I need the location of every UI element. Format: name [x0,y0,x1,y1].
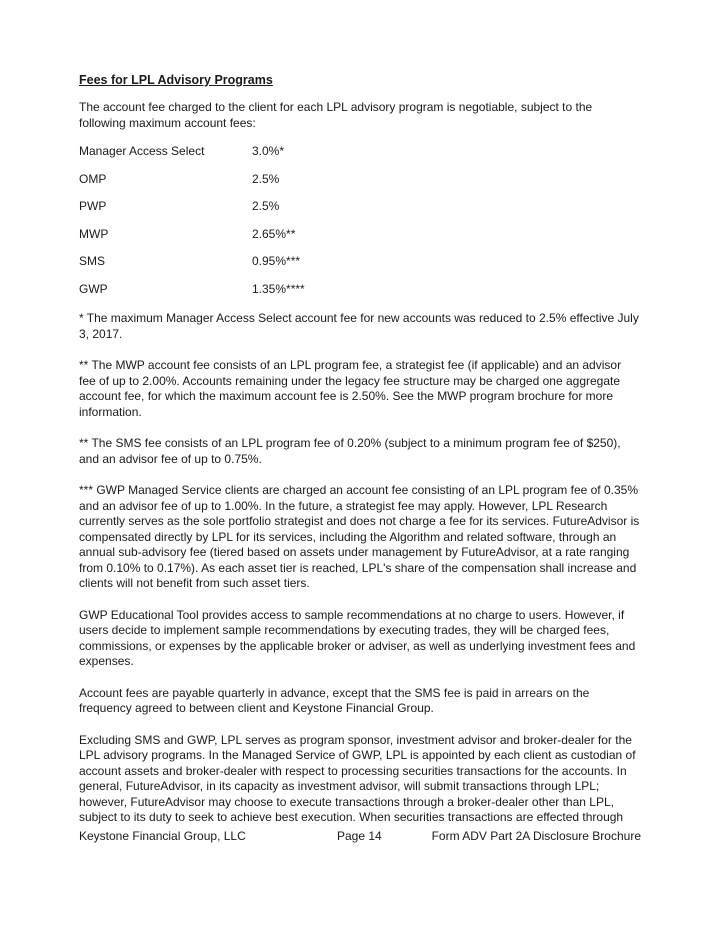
footnote-manager-access: * The maximum Manager Access Select account fee for new accounts was reduced to 2.5% effective July 3, 2017. [79,311,639,341]
fee-table [79,144,479,310]
footer-page-number: Page 14 [337,829,382,843]
intro-paragraph: The account fee charged to the client for each LPL advisory program is negotiable, subject to the following maximum account fees: [79,100,593,130]
page-footer [79,829,641,845]
footer-company: Keystone Financial Group, LLC [79,829,246,843]
paragraph-gwp-educational: GWP Educational Tool provides access to sample recommendations at no charge to users. However, if users decide to implement sample recommendations by executing trades, they will be charged fees, commissions, or expenses by the applicable broker or adviser, as well as underlying investment fees and expenses. [79,607,636,668]
document-page [79,0,641,931]
fee-row [79,227,479,255]
fee-row [79,172,479,200]
section-heading: Fees for LPL Advisory Programs [79,73,273,87]
fee-program: OMP [79,171,107,186]
fee-row [79,199,479,227]
footer-document-title: Form ADV Part 2A Disclosure Brochure [431,829,641,843]
fee-value: 2.65%** [252,226,296,241]
fee-value: 2.5% [252,171,280,186]
fee-value: 2.5% [252,199,280,214]
fee-row [79,254,479,282]
fee-value: 1.35%**** [252,281,305,296]
footnote-gwp: *** GWP Managed Service clients are charged an account fee consisting of an LPL program fee of 0.35% and an advisor fee of up to 1.00%. In the future, a strategist fee may apply. However, LPL Research currently serves as the sole portfolio strategist and does not charge a fee for its services. FutureAdvisor is compensated directly by LPL for its services, including the Algorithm and related software, through an annual sub-advisory fee (tiered based on assets under management by FutureAdvisor, at a rate ranging from 0.10% to 0.17%). As each asset tier is reached, LPL's share of the compensation shall increase and clients will not benefit from such asset tiers. [79,483,640,590]
fee-program: MWP [79,226,109,241]
fee-program: Manager Access Select [79,144,205,158]
fee-row [79,282,479,310]
fee-program: SMS [79,254,106,269]
footnote-mwp: ** The MWP account fee consists of an LPL program fee, a strategist fee (if applicable) and an advisor fee of up to 2.00%. Accounts remaining under the legacy fee structure may be charged one aggregate account fee, for which the maximum account fee is 2.50%. See the MWP program brochure for more information. [79,358,622,419]
fee-program: GWP [79,281,108,296]
notes-section [79,311,641,842]
footnote-sms: ** The SMS fee consists of an LPL program fee of 0.20% (subject to a minimum program fee of $250), and an advisor fee of up to 0.75%. [79,436,621,466]
paragraph-program-sponsor: Excluding SMS and GWP, LPL serves as program sponsor, investment advisor and broker-dealer for the LPL advisory programs. In the Managed Service of GWP, LPL is appointed by each client as custodian of account assets and broker-dealer with respect to processing securities transactions for the accounts. In general, FutureAdvisor, in its capacity as investment advisor, will submit transactions through LPL; however, FutureAdvisor may choose to execute transactions through a broker-dealer other than LPL, subject to its duty to seek to achieve best execution. When securities transactions are effected through [79,732,636,824]
fee-value: 0.95%*** [252,254,301,269]
fee-value: 3.0%* [252,144,285,158]
fee-row [79,144,479,172]
paragraph-account-fees: Account fees are payable quarterly in advance, except that the SMS fee is paid in arrears on the frequency agreed to between client and Keystone Financial Group. [79,685,590,715]
fee-program: PWP [79,199,107,214]
